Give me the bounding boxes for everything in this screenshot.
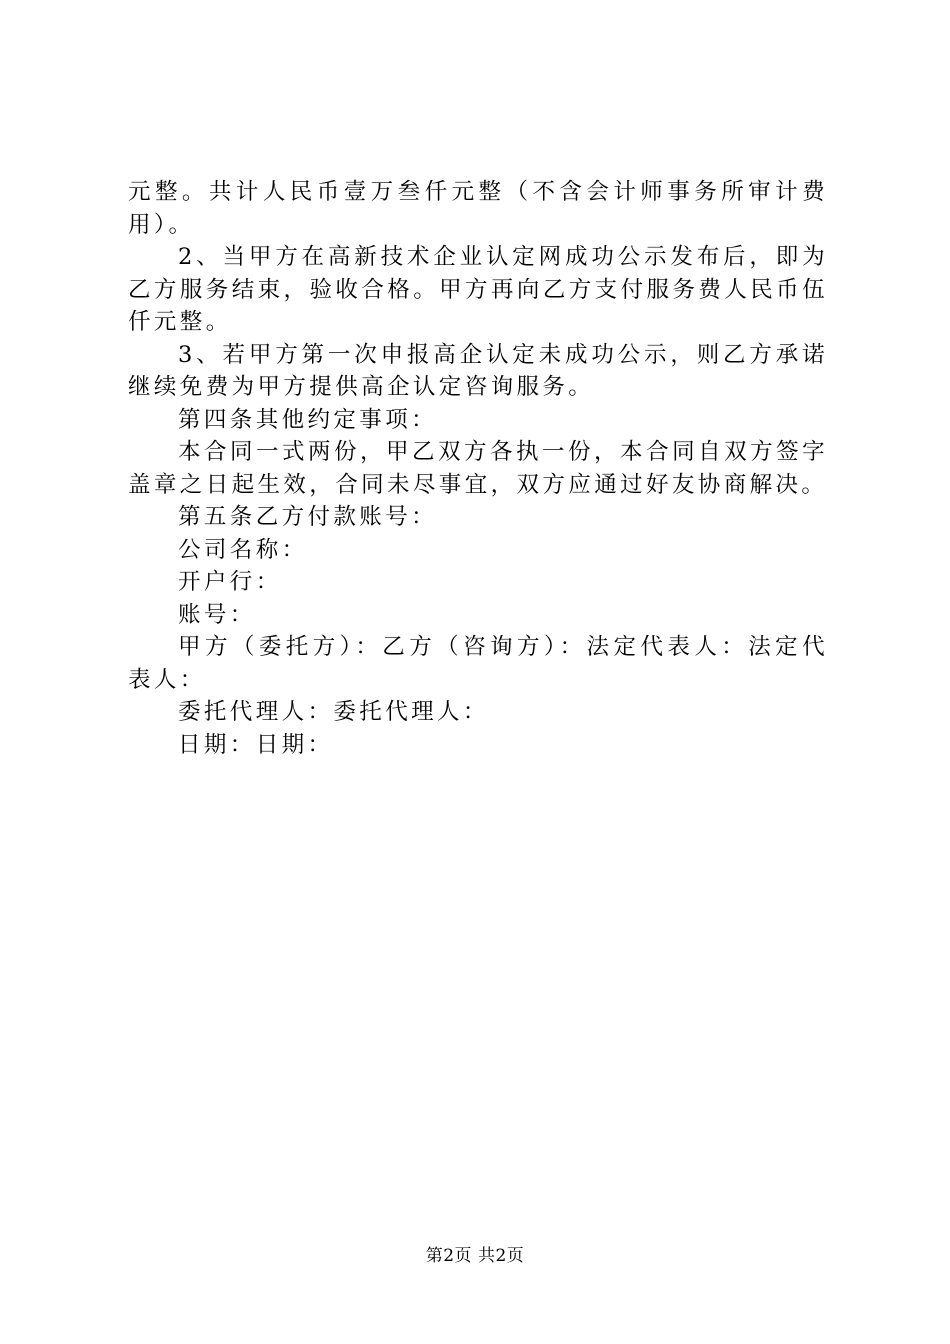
- signature-agents: 委托代理人：委托代理人：: [178, 699, 489, 725]
- paragraph-contract-copies: 本合同一式两份，甲乙双方各执一份，本合同自双方签字盖章之日起生效，合同未尽事宜，双方应通过好友协商解决。: [128, 439, 828, 498]
- paragraph-clause-3: 3、若甲方第一次申报高企认定未成功公示，则乙方承诺继续免费为甲方提供高企认定咨询服务。: [128, 341, 828, 400]
- signature-parties: 甲方（委托方）：乙方（咨询方）：法定代表人：法定代表人：: [128, 634, 828, 693]
- field-bank: 开户行：: [178, 569, 282, 595]
- paragraph-payment-total: 元整。共计人民币壹万叁仟元整（不含会计师事务所审计费用）。: [128, 179, 828, 238]
- field-account-number: 账号：: [178, 601, 256, 628]
- signature-dates: 日期：日期：: [178, 731, 334, 758]
- page-number-footer: 第2页 共2页: [425, 1246, 525, 1266]
- paragraph-clause-2: 2、当甲方在高新技术企业认定网成功公示发布后，即为乙方服务结束，验收合格。甲方再向乙方支付服务费人民币伍仟元整。: [128, 244, 828, 335]
- document-body: [128, 176, 828, 761]
- heading-article-4: 第四条其他约定事项：: [178, 406, 438, 433]
- heading-article-5: 第五条乙方付款账号：: [178, 504, 438, 530]
- field-company-name: 公司名称：: [178, 536, 308, 563]
